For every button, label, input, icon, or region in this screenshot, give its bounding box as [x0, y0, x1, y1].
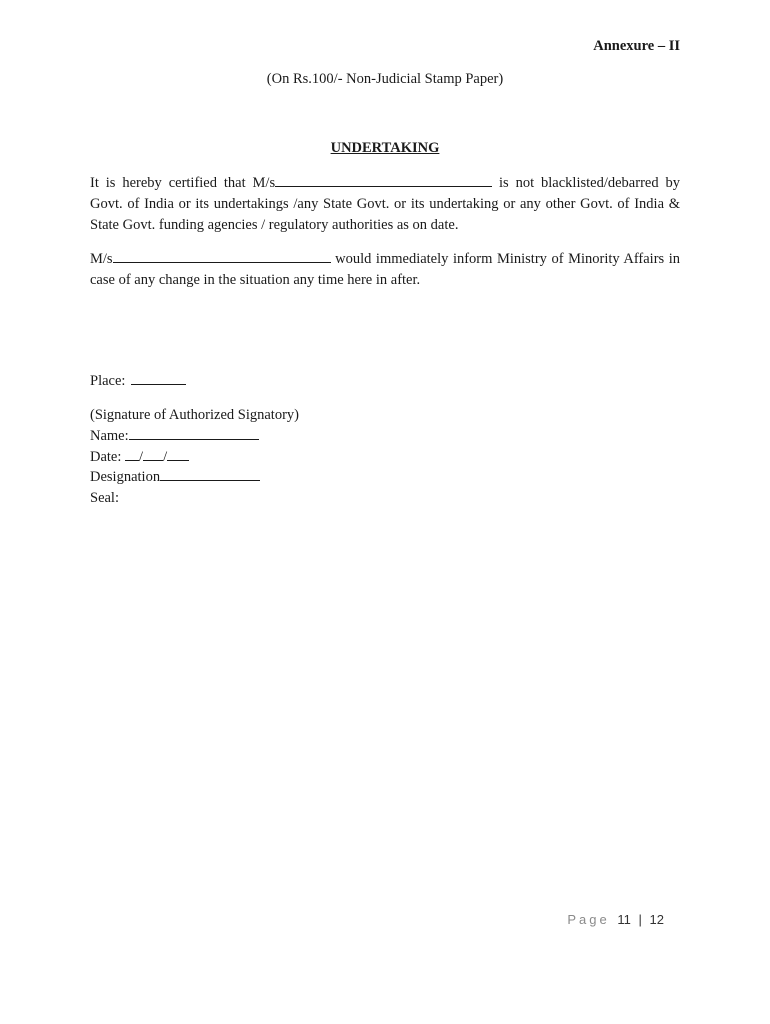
designation-field — [90, 467, 490, 488]
annexure-label: Annexure – II — [593, 38, 680, 54]
signature-label: (Signature of Authorized Signatory) — [90, 407, 299, 423]
date-separator: / — [139, 448, 144, 465]
para2-suffix: would immediately inform Ministry of Minority Affairs in case of any change in the situation any time here in after. — [90, 251, 680, 288]
name-label: Name: — [90, 427, 129, 444]
company-name-blank-2 — [113, 249, 331, 263]
para2-prefix: M/s — [90, 251, 113, 267]
stamp-paper-note: (On Rs.100/- Non-Judicial Stamp Paper) — [266, 71, 504, 87]
name-field — [90, 426, 490, 447]
page-footer — [567, 912, 664, 927]
place-label: Place: — [90, 373, 126, 389]
current-page-number: 11 — [617, 912, 631, 927]
document-title: UNDERTAKING — [330, 140, 440, 156]
date-day-blank — [125, 447, 139, 461]
para1-prefix: It is hereby certified that M/s — [90, 175, 276, 191]
place-blank — [131, 371, 186, 385]
designation-blank — [160, 467, 260, 481]
inform-paragraph — [90, 249, 680, 291]
total-pages-number: 12 — [649, 912, 664, 927]
designation-label: Designation — [90, 469, 161, 486]
date-year-blank — [167, 447, 189, 461]
date-label: Date: — [90, 448, 122, 465]
name-blank — [129, 426, 259, 440]
date-field — [90, 447, 490, 468]
page-separator: | — [638, 912, 642, 927]
certification-paragraph — [90, 173, 680, 235]
page-label: Page — [567, 912, 610, 927]
place-field — [90, 371, 490, 392]
company-name-blank — [275, 173, 492, 187]
date-month-blank — [143, 447, 163, 461]
date-separator: / — [163, 448, 168, 465]
signatory-block — [90, 405, 490, 509]
para1-suffix: is not blacklisted/debarred by Govt. of India or its undertakings /any State Govt. or its undertaking or any other Govt. of India & State Govt. funding agencies / regulatory authorities as on date. — [90, 175, 680, 233]
seal-label: Seal: — [90, 490, 119, 507]
